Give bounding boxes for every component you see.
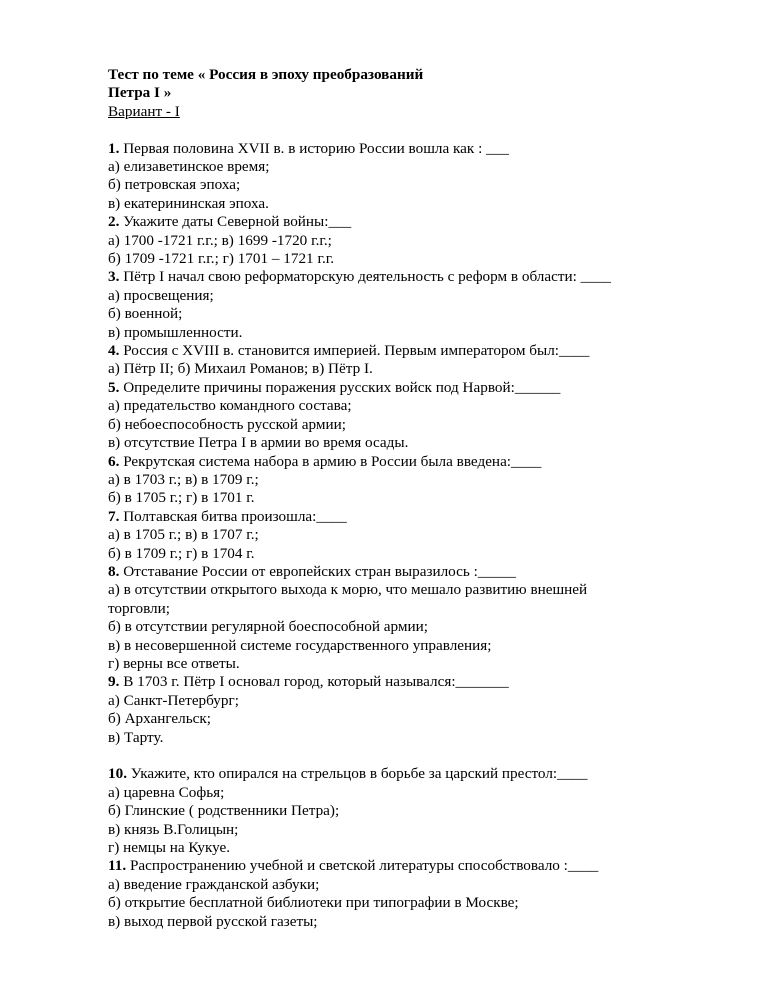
answer-option: а) в 1703 г.; в) в 1709 г.;: [108, 470, 259, 488]
answer-option: б) в 1705 г.; г) в 1701 г.: [108, 489, 255, 507]
answer-option: б) военной;: [108, 305, 183, 323]
question-prompt: Укажите даты Северной войны:___: [119, 213, 352, 231]
question-3: [108, 268, 708, 342]
question-prompt: Рекрутская система набора в армию в России была введена:____: [119, 452, 542, 470]
answer-option: а) предательство командного состава;: [108, 397, 352, 415]
question-text: [108, 508, 708, 526]
answer-option: торговли;: [108, 599, 170, 617]
variant-label: Вариант - I: [108, 102, 180, 120]
question-prompt: Укажите, кто опирался на стрельцов в борьбе за царский престол:____: [126, 765, 588, 783]
answer-option: г) немцы на Кукуе.: [108, 839, 231, 857]
question-number: 7.: [108, 507, 120, 525]
question-2: [108, 213, 708, 268]
question-list: [108, 140, 708, 931]
answer-option: б) 1709 -1721 г.г.; г) 1701 – 1721 г.г.: [108, 250, 335, 268]
question-number: 3.: [108, 268, 120, 286]
question-prompt: Определите причины поражения русских войск под Нарвой:______: [119, 378, 561, 396]
question-number: 5.: [108, 378, 120, 396]
question-5: [108, 379, 708, 453]
question-text: [108, 453, 708, 471]
question-text: [108, 765, 708, 783]
answer-option: а) Санкт-Петербург;: [108, 691, 239, 709]
answer-option: а) царевна Софья;: [108, 783, 225, 801]
question-6: [108, 453, 708, 508]
answer-option: а) Пётр II; б) Михаил Романов; в) Пётр I.: [108, 360, 373, 378]
question-prompt: Первая половина XVII в. в историю России вошла как : ___: [119, 139, 509, 157]
question-number: 4.: [108, 342, 120, 360]
answer-option: б) Архангельск;: [108, 710, 212, 728]
question-text: [108, 379, 708, 397]
question-prompt: Россия с XVIII в. становится империей. Первым императором был:____: [119, 342, 590, 360]
question-10: [108, 765, 708, 857]
question-number: 9.: [108, 673, 120, 691]
question-prompt: Отставание России от европейских стран выразилось :_____: [119, 562, 516, 580]
answer-option: в) Тарту.: [108, 728, 164, 746]
question-8: [108, 563, 708, 673]
question-9: [108, 673, 708, 747]
spacer: [108, 121, 708, 139]
answer-option: б) небоеспособность русской армии;: [108, 415, 346, 433]
question-text: [108, 673, 708, 691]
question-number: 2.: [108, 213, 120, 231]
answer-option: г) верны все ответы.: [108, 654, 240, 672]
answer-option: в) отсутствие Петра I в армии во время осады.: [108, 434, 409, 452]
answer-option: в) князь В.Голицын;: [108, 820, 239, 838]
question-number: 10.: [108, 765, 127, 783]
answer-option: в) выход первой русской газеты;: [108, 912, 318, 930]
question-text: [108, 342, 708, 360]
answer-option: в) в несовершенной системе государственного управления;: [108, 636, 492, 654]
answer-option: а) 1700 -1721 г.г.; в) 1699 -1720 г.г.;: [108, 231, 332, 249]
answer-option: б) в 1709 г.; г) в 1704 г.: [108, 544, 255, 562]
document-title-line-2: Петра I »: [108, 84, 172, 102]
question-1: [108, 140, 708, 214]
question-text: [108, 857, 708, 875]
test-document: [108, 66, 708, 931]
question-text: [108, 213, 708, 231]
question-text: [108, 140, 708, 158]
question-number: 1.: [108, 139, 120, 157]
question-4: [108, 342, 708, 379]
answer-option: а) просвещения;: [108, 286, 214, 304]
question-prompt: Полтавская битва произошла:____: [119, 507, 347, 525]
question-prompt: В 1703 г. Пётр I основал город, который назывался:_______: [119, 673, 509, 691]
answer-option: а) в 1705 г.; в) в 1707 г.;: [108, 526, 259, 544]
spacer: [108, 747, 708, 765]
answer-option: б) в отсутствии регулярной боеспособной армии;: [108, 618, 428, 636]
answer-option: в) промышленности.: [108, 323, 243, 341]
answer-option: б) открытие бесплатной библиотеки при типографии в Москве;: [108, 894, 519, 912]
answer-option: в) екатерининская эпоха.: [108, 194, 269, 212]
document-title-line-1: Тест по теме « Россия в эпоху преобразований: [108, 66, 424, 83]
question-11: [108, 857, 708, 931]
question-7: [108, 508, 708, 563]
question-prompt: Пётр I начал свою реформаторскую деятельность с реформ в области: ____: [119, 268, 612, 286]
answer-option: а) елизаветинское время;: [108, 158, 270, 176]
answer-option: б) петровская эпоха;: [108, 176, 241, 194]
answer-option: а) введение гражданской азбуки;: [108, 875, 320, 893]
question-number: 6.: [108, 452, 120, 470]
question-number: 11.: [108, 857, 127, 875]
question-text: [108, 563, 708, 581]
question-prompt: Распространению учебной и светской литературы способствовало :____: [126, 857, 599, 875]
answer-option: а) в отсутствии открытого выхода к морю, что мешало развитию внешней: [108, 581, 588, 599]
question-number: 8.: [108, 562, 120, 580]
question-text: [108, 268, 708, 286]
answer-option: б) Глинские ( родственники Петра);: [108, 802, 340, 820]
